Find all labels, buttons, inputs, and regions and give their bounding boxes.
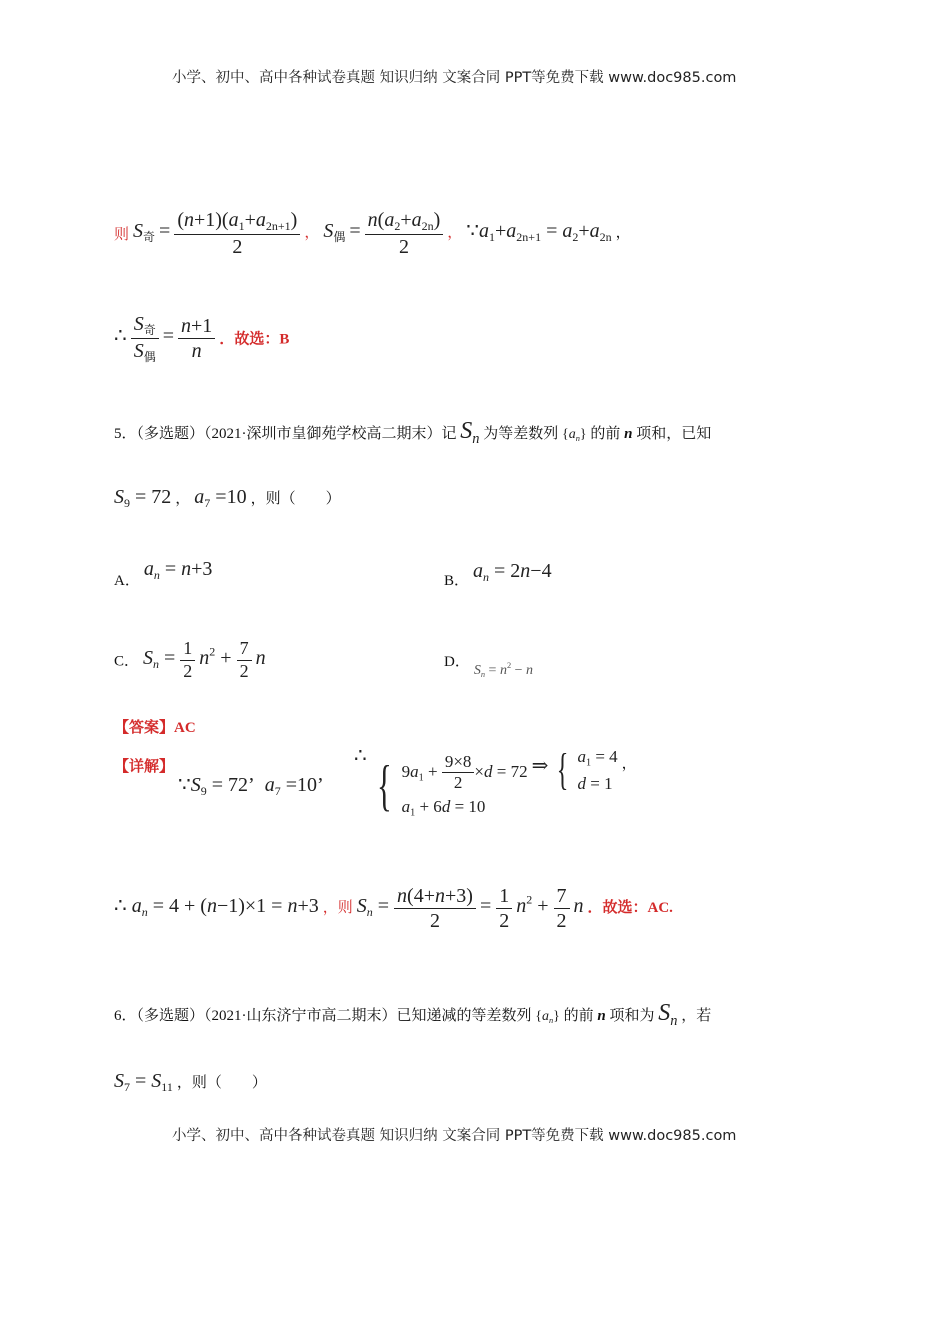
q5-derivation: ∴ $a_n = 4 + (n-1)\times 1 = n+3$ ，则 $S_n$ = $\frac{n(4+n+3)}{2}$ = $\frac{1}{2}$ $n^2$ + $\frac{7}{2}$ n ．故选：AC. [114, 885, 673, 932]
q6-stem-line2: $S_7 = S_{11}$ ，则（ ） [114, 1070, 267, 1095]
option-c[interactable]: C． $S_n$ = $\frac{1}{2}$ $n^2$ + $\frac{7}{2}$ n [114, 638, 266, 681]
q5-choice: ．故选：AC. [587, 900, 673, 917]
formula-ratio: ∴ $\frac{S_奇}{S_偶}$ = $\frac{n+1}{n}$ ．故选：B [114, 313, 290, 364]
q5-system: ∴ { $9a_1$ + $\frac{9\times 8}{2}$ ×d = 72 $a_1 + 6d = 10$ ⇒ { $a_1 = 4$ d = 1 ， [354, 745, 637, 819]
ze-label: 则 [114, 226, 130, 243]
q5-answer: 【答案】AC [114, 720, 196, 736]
page-header: 小学、初中、高中各种试卷真题 知识归纳 文案合同 PPT等免费下载 www.doc985.com [172, 70, 737, 86]
option-a[interactable]: A． $a_n = n+3$ [114, 558, 213, 589]
formula-s-odd-even: 则 $S_奇$ = $\frac{(n+1)(a_1+a_{2n+1})}{2}$ ， $S_偶$ = $\frac{n(a_2+a_{2n})}{2}$ ， $\because a_1+a_{2n+1} = a_2+a_{2n}$ ， [114, 209, 631, 258]
s-odd-sub: 奇 [143, 230, 156, 245]
q6-stem-line1: 6．（多选题）（2021·山东济宁市高二期末）已知递减的等差数列 $\{a_n\}$ 的前 n 项和为 $S_n$ ，若 [114, 1000, 712, 1030]
option-b[interactable]: B． $a_n = 2n-4$ [444, 560, 552, 589]
fraction-s-odd: $\frac{(n+1)(a_1+a_{2n+1})}{2}$ [174, 208, 300, 259]
fraction-s-even: $\frac{n(a_2+a_{2n})}{2}$ [365, 208, 444, 259]
q5-detail: 【详解】 $\because S_9 = 72$’ $a_7 =10$’ [114, 759, 324, 799]
page-footer: 小学、初中、高中各种试卷真题 知识归纳 文案合同 PPT等免费下载 www.doc985.com [172, 1128, 737, 1144]
q5-stem-line2: $S_9 = 72$ ， $a_7 =10$ ，则（ ） [114, 486, 341, 511]
prev-choice: ．故选：B [219, 331, 290, 348]
s-even-sub: 偶 [333, 230, 346, 245]
option-d[interactable]: D． $S_n = n^2 - n$ [444, 654, 534, 679]
q5-stem-line1: 5．（多选题）（2021·深圳市皇御苑学校高二期末）记 $S_n$ 为等差数列 $\{a_n\}$ 的前 n 项和，已知 [114, 418, 712, 448]
